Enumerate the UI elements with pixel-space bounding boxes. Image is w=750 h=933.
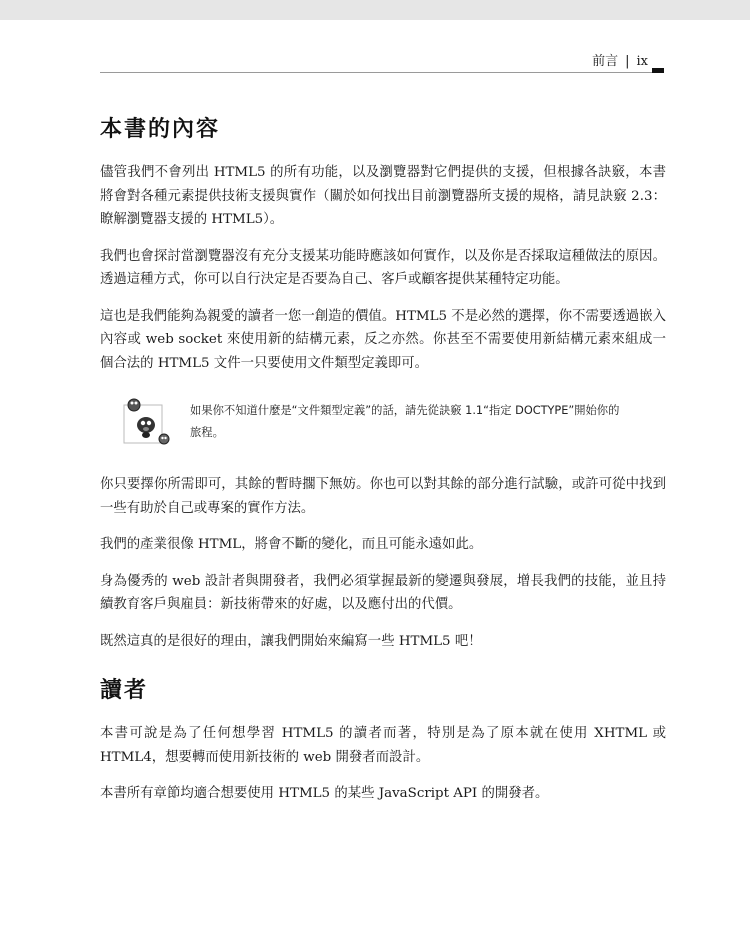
page-number: ix: [636, 54, 648, 69]
running-head: [100, 52, 664, 73]
paragraph: 我們也會探討當瀏覽器沒有充分支援某功能時應該如何實作，以及你是否採取這種做法的原因。透過這種方式，你可以自行決定是否要為自己、客戶或顧客提供某種特定功能。: [100, 248, 666, 287]
tip-note: [120, 395, 666, 455]
paragraph: 本書所有章節均適合想要使用 HTML5 的某些 JavaScript API 的開發者。: [100, 786, 549, 801]
paragraph: 儘管我們不會列出 HTML5 的所有功能，以及瀏覽器對它們提供的支援，但根據各訣竅，本書將會對各種元素提供技術支援與實作（關於如何找出目前瀏覽器所支援的規格，請見訣竅 2.3：瞭解瀏覽器支援的 HTML5）。: [100, 165, 666, 227]
paragraph: 既然這真的是很好的理由，讓我們開始來編寫一些 HTML5 吧！: [100, 633, 482, 649]
section-heading-contents: 本書的內容: [100, 117, 221, 142]
raccoon-tip-icon: [120, 395, 180, 455]
scan-top-band: [0, 0, 750, 20]
paragraph: 我們的產業很像 HTML，將會不斷的變化，而且可能永遠如此。: [100, 537, 483, 552]
page-marker-bar: [652, 68, 664, 73]
paragraph: 身為優秀的 web 設計者與開發者，我們必須掌握最新的變遷與發展，增長我們的技能，並且持續教育客戶與雇員：新技術帶來的好處，以及應付出的代價。: [100, 573, 666, 612]
paragraph: 你只要擇你所需即可，其餘的暫時擱下無妨。你也可以對其餘的部分進行試驗，或許可從中找到一些有助於自己或專案的實作方法。: [100, 477, 666, 516]
tip-note-text: 如果你不知道什麼是“文件類型定義”的話，請先從訣竅 1.1“指定 DOCTYPE”開始你的旅程。: [190, 404, 620, 439]
section-heading-readers: 讀者: [100, 678, 149, 703]
paragraph: 本書可說是為了任何想學習 HTML5 的讀者而著，特別是為了原本就在使用 XHTML 或 HTML4，想要轉而使用新技術的 web 開發者而設計。: [100, 726, 666, 765]
chapter-title: 前言: [592, 54, 619, 69]
page-body: [100, 112, 666, 819]
running-head-separator: |: [625, 54, 630, 69]
paragraph: 這也是我們能夠為親愛的讀者一您一創造的價值。HTML5 不是必然的選擇，你不需要透過嵌入內容或 web socket 來使用新的結構元素，反之亦然。你甚至不需要使用新結構元素來組成一個合法的 HTML5 文件一只要使用文件類型定義即可。: [100, 308, 666, 371]
